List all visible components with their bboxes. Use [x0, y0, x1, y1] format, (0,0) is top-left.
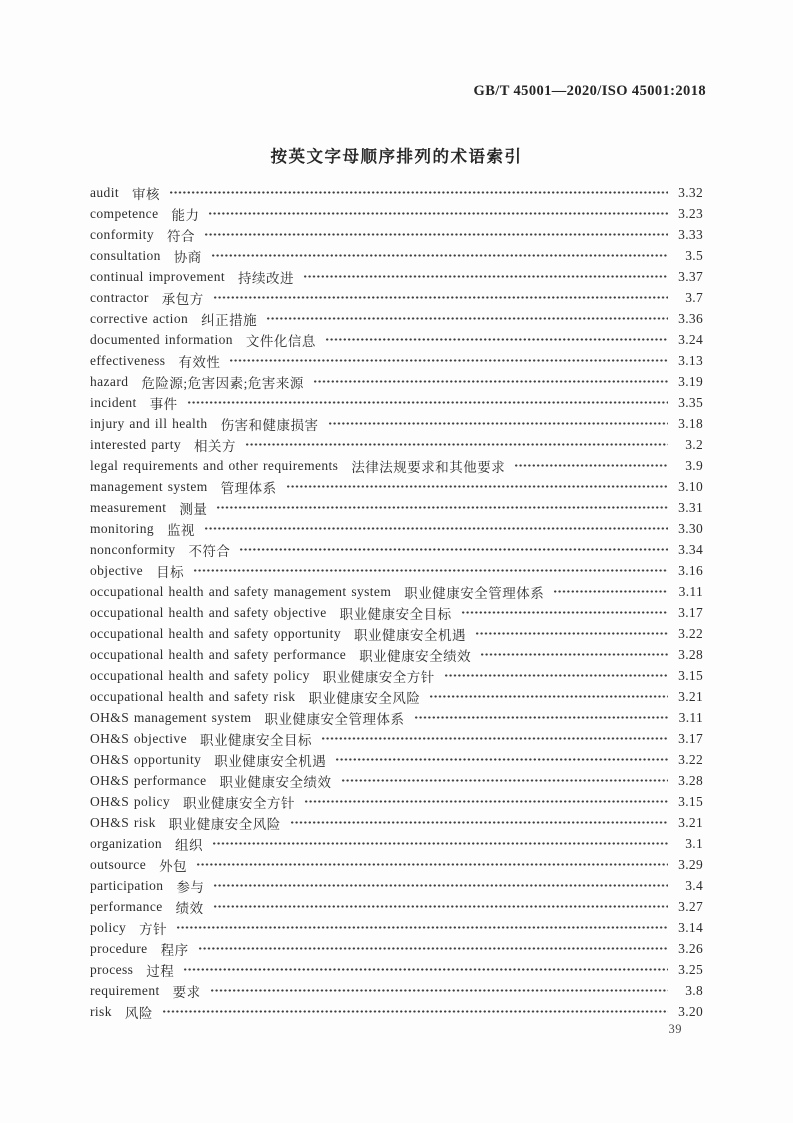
- term-zh: 程序: [160, 942, 189, 958]
- term-zh: 组织: [175, 837, 204, 853]
- index-row: [90, 455, 703, 476]
- index-row: [90, 812, 703, 833]
- dot-leader: [461, 602, 668, 623]
- term-en: process: [90, 961, 134, 977]
- term-en: OH&S management system: [90, 709, 252, 725]
- dot-leader: [183, 959, 668, 980]
- dot-leader: [341, 770, 669, 791]
- term-ref: 3.1: [685, 835, 703, 851]
- term-en: corrective action: [90, 310, 189, 326]
- dot-leader: [266, 308, 668, 329]
- term-zh: 协商: [173, 249, 202, 265]
- term-zh: 职业健康安全机遇: [214, 753, 327, 769]
- index-row: [90, 329, 703, 350]
- term-zh: 职业健康安全风险: [308, 690, 421, 706]
- term-ref: 3.29: [678, 856, 703, 872]
- term-en: OH&S risk: [90, 814, 156, 830]
- term-ref: 3.15: [678, 793, 703, 809]
- dot-leader: [245, 434, 668, 455]
- term-ref: 3.27: [678, 898, 703, 914]
- term-ref: 3.28: [678, 772, 703, 788]
- term-zh: 职业健康安全管理体系: [404, 585, 545, 601]
- index-row: [90, 959, 703, 980]
- dot-leader: [290, 812, 668, 833]
- term-zh: 测量: [179, 501, 208, 517]
- term-en: occupational health and safety objective: [90, 604, 327, 620]
- index-row: [90, 392, 703, 413]
- index-row: [90, 245, 703, 266]
- index-row: [90, 371, 703, 392]
- term-zh: 职业健康安全机遇: [353, 627, 466, 643]
- term-ref: 3.18: [678, 415, 703, 431]
- index-row: [90, 224, 703, 245]
- term-index-list: [90, 182, 703, 1022]
- term-zh: 外包: [159, 858, 188, 874]
- dot-leader: [211, 245, 668, 266]
- dot-leader: [187, 392, 668, 413]
- term-ref: 3.16: [678, 562, 703, 578]
- index-row: [90, 938, 703, 959]
- term-ref: 3.33: [678, 226, 703, 242]
- index-row: [90, 770, 703, 791]
- index-row: [90, 644, 703, 665]
- index-row: [90, 203, 703, 224]
- term-ref: 3.5: [685, 247, 703, 263]
- term-zh: 监视: [167, 522, 195, 538]
- term-en: policy: [90, 919, 127, 935]
- term-en: performance: [90, 898, 163, 914]
- index-row: [90, 917, 703, 938]
- index-row: [90, 728, 703, 749]
- term-zh: 危险源;危害因素;危害来源: [141, 375, 304, 391]
- dot-leader: [239, 539, 668, 560]
- dot-leader: [213, 896, 668, 917]
- term-en: management system: [90, 478, 208, 494]
- term-zh: 职业健康安全目标: [199, 732, 312, 748]
- term-ref: 3.34: [678, 541, 703, 557]
- term-ref: 3.26: [678, 940, 703, 956]
- term-ref: 3.35: [678, 394, 703, 410]
- term-en: organization: [90, 835, 163, 851]
- index-row: [90, 623, 703, 644]
- index-row: [90, 182, 703, 203]
- term-en: nonconformity: [90, 541, 176, 557]
- term-zh: 过程: [146, 963, 175, 979]
- index-row: [90, 833, 703, 854]
- index-row: [90, 1001, 703, 1022]
- term-zh: 职业健康安全绩效: [359, 648, 472, 664]
- term-zh: 要求: [172, 984, 201, 1000]
- dot-leader: [335, 749, 668, 770]
- term-en: procedure: [90, 940, 148, 956]
- term-zh: 事件: [149, 396, 178, 412]
- term-en: participation: [90, 877, 164, 893]
- term-zh: 职业健康安全绩效: [219, 774, 332, 790]
- term-zh: 承包方: [161, 291, 204, 307]
- index-row: [90, 875, 703, 896]
- term-en: outsource: [90, 856, 147, 872]
- dot-leader: [176, 917, 668, 938]
- index-row: [90, 791, 703, 812]
- dot-leader: [429, 686, 668, 707]
- term-en: incident: [90, 394, 137, 410]
- term-zh: 持续改进: [238, 270, 294, 286]
- dot-leader: [162, 1001, 668, 1022]
- term-ref: 3.23: [678, 205, 703, 221]
- index-row: [90, 665, 703, 686]
- dot-leader: [204, 224, 668, 245]
- term-zh: 伤害和健康损害: [220, 417, 319, 433]
- index-row: [90, 707, 703, 728]
- term-en: OH&S opportunity: [90, 751, 202, 767]
- term-en: occupational health and safety opportunity: [90, 625, 341, 641]
- term-en: monitoring: [90, 520, 154, 536]
- dot-leader: [475, 623, 668, 644]
- index-row: [90, 602, 703, 623]
- term-zh: 方针: [139, 921, 168, 937]
- term-zh: 文件化信息: [245, 333, 316, 349]
- term-zh: 风险: [124, 1005, 153, 1021]
- index-row: [90, 266, 703, 287]
- dot-leader: [229, 350, 668, 371]
- term-zh: 审核: [132, 186, 160, 202]
- index-row: [90, 476, 703, 497]
- term-ref: 3.21: [678, 814, 703, 830]
- index-row: [90, 896, 703, 917]
- term-zh: 管理体系: [220, 480, 277, 496]
- term-ref: 3.14: [678, 919, 703, 935]
- dot-leader: [210, 980, 668, 1001]
- term-en: effectiveness: [90, 352, 166, 368]
- dot-leader: [196, 854, 668, 875]
- dot-leader: [414, 707, 668, 728]
- dot-leader: [286, 476, 668, 497]
- dot-leader: [213, 875, 668, 896]
- term-en: audit: [90, 184, 119, 200]
- index-row: [90, 854, 703, 875]
- dot-leader: [444, 665, 668, 686]
- term-zh: 职业健康安全方针: [183, 795, 296, 811]
- term-en: occupational health and safety policy: [90, 667, 310, 683]
- term-ref: 3.28: [678, 646, 703, 662]
- dot-leader: [212, 833, 668, 854]
- term-en: conformity: [90, 226, 154, 242]
- index-row: [90, 539, 703, 560]
- dot-leader: [193, 560, 668, 581]
- term-ref: 3.20: [678, 1003, 703, 1019]
- term-en: occupational health and safety performance: [90, 646, 347, 662]
- dot-leader: [328, 413, 668, 434]
- term-ref: 3.21: [678, 688, 703, 704]
- dot-leader: [198, 938, 668, 959]
- term-en: contractor: [90, 289, 149, 305]
- index-row: [90, 518, 703, 539]
- term-ref: 3.25: [678, 961, 703, 977]
- dot-leader: [325, 329, 668, 350]
- term-en: risk: [90, 1003, 112, 1019]
- term-en: occupational health and safety risk: [90, 688, 296, 704]
- index-row: [90, 350, 703, 371]
- dot-leader: [321, 728, 668, 749]
- term-ref: 3.17: [678, 604, 703, 620]
- page-title: 按英文字母顺序排列的术语索引: [270, 148, 523, 166]
- term-zh: 职业健康安全管理体系: [264, 711, 405, 727]
- term-en: OH&S objective: [90, 730, 187, 746]
- term-ref: 3.11: [678, 709, 703, 725]
- term-ref: 3.37: [678, 268, 703, 284]
- term-zh: 法律法规要求和其他要求: [351, 459, 506, 475]
- term-ref: 3.9: [685, 457, 703, 473]
- term-ref: 3.30: [678, 520, 703, 536]
- term-ref: 3.8: [685, 982, 703, 998]
- term-ref: 3.4: [685, 877, 703, 893]
- term-zh: 职业健康安全风险: [168, 816, 281, 832]
- dot-leader: [313, 371, 668, 392]
- term-ref: 3.15: [678, 667, 703, 683]
- term-zh: 符合: [167, 228, 195, 244]
- term-zh: 绩效: [175, 900, 204, 916]
- dot-leader: [216, 497, 668, 518]
- dot-leader: [304, 791, 668, 812]
- term-zh: 能力: [171, 207, 200, 223]
- dot-leader: [204, 518, 668, 539]
- term-en: competence: [90, 205, 159, 221]
- term-ref: 3.7: [685, 289, 703, 305]
- term-en: measurement: [90, 499, 167, 515]
- term-ref: 3.19: [678, 373, 703, 389]
- index-row: [90, 287, 703, 308]
- term-en: injury and ill health: [90, 415, 208, 431]
- index-row: [90, 413, 703, 434]
- index-row: [90, 581, 703, 602]
- term-ref: 3.10: [678, 478, 703, 494]
- term-en: hazard: [90, 373, 129, 389]
- index-row: [90, 560, 703, 581]
- term-ref: 3.22: [678, 751, 703, 767]
- dot-leader: [213, 287, 668, 308]
- term-ref: 3.11: [678, 583, 703, 599]
- term-en: interested party: [90, 436, 181, 452]
- term-en: documented information: [90, 331, 233, 347]
- term-zh: 目标: [156, 564, 185, 580]
- term-en: occupational health and safety management system: [90, 583, 392, 599]
- index-row: [90, 749, 703, 770]
- term-en: OH&S performance: [90, 772, 207, 788]
- dot-leader: [208, 203, 668, 224]
- term-zh: 参与: [176, 879, 205, 895]
- page-number: 39: [668, 1022, 682, 1036]
- dot-leader: [480, 644, 668, 665]
- term-ref: 3.17: [678, 730, 703, 746]
- index-row: [90, 308, 703, 329]
- term-ref: 3.22: [678, 625, 703, 641]
- dot-leader: [514, 455, 668, 476]
- term-zh: 不符合: [188, 543, 231, 559]
- index-row: [90, 686, 703, 707]
- term-ref: 3.31: [678, 499, 703, 515]
- term-en: requirement: [90, 982, 160, 998]
- index-row: [90, 980, 703, 1001]
- dot-leader: [553, 581, 668, 602]
- term-zh: 相关方: [194, 438, 236, 454]
- dot-leader: [169, 182, 668, 203]
- term-en: OH&S policy: [90, 793, 171, 809]
- term-ref: 3.32: [678, 184, 703, 200]
- term-zh: 纠正措施: [201, 312, 258, 328]
- standard-code-header: GB/T 45001—2020/ISO 45001:2018: [473, 83, 706, 99]
- dot-leader: [303, 266, 668, 287]
- term-en: legal requirements and other requirements: [90, 457, 339, 473]
- term-zh: 有效性: [178, 354, 221, 370]
- term-ref: 3.24: [678, 331, 703, 347]
- term-ref: 3.13: [678, 352, 703, 368]
- index-row: [90, 434, 703, 455]
- term-ref: 3.36: [678, 310, 703, 326]
- term-en: consultation: [90, 247, 161, 263]
- term-en: objective: [90, 562, 144, 578]
- term-zh: 职业健康安全方针: [322, 669, 435, 685]
- term-en: continual improvement: [90, 268, 225, 284]
- term-zh: 职业健康安全目标: [339, 606, 452, 622]
- term-ref: 3.2: [685, 436, 703, 452]
- index-row: [90, 497, 703, 518]
